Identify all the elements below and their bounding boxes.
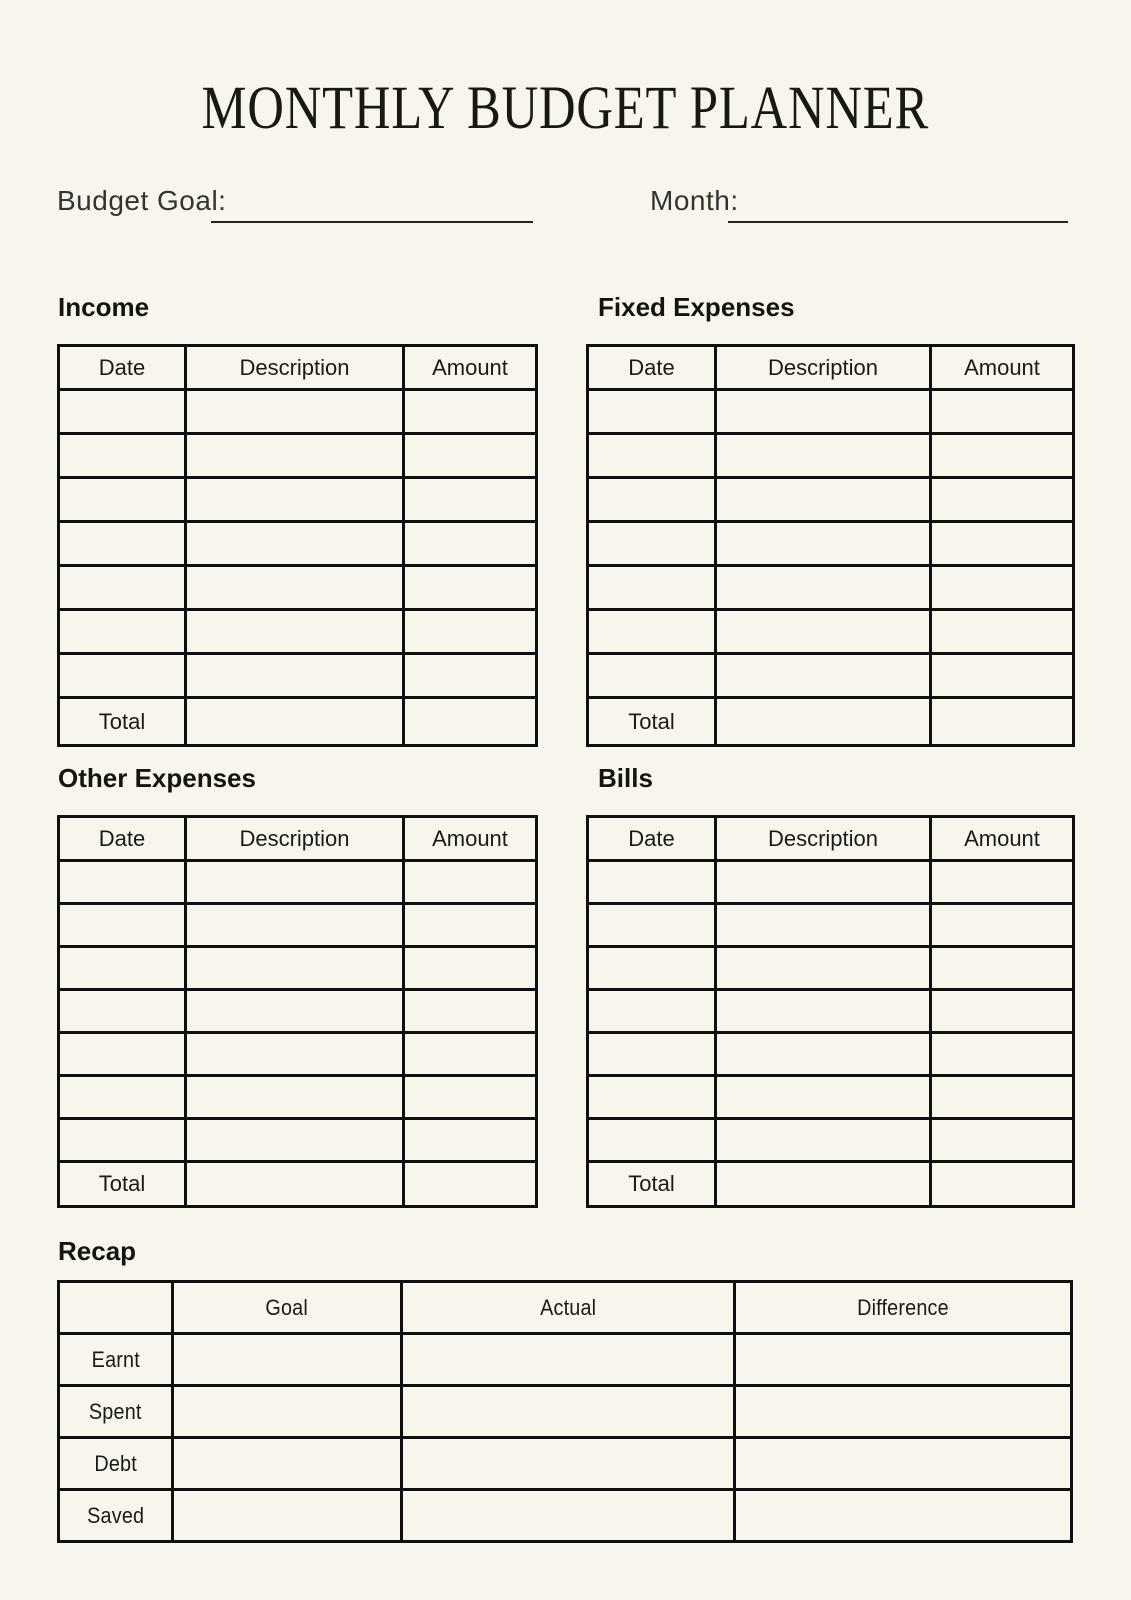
amount-cell xyxy=(931,1033,1074,1076)
month-blank-line xyxy=(728,221,1068,223)
description-cell xyxy=(186,434,404,478)
section-heading-fixed-expenses: Fixed Expenses xyxy=(598,292,795,322)
amount-cell xyxy=(404,1033,537,1076)
description-cell xyxy=(186,1076,404,1119)
page-title-text: MONTHLY BUDGET PLANNER xyxy=(201,75,930,142)
total-label: Total xyxy=(588,698,716,746)
total-description-cell xyxy=(186,698,404,746)
date-cell xyxy=(59,434,186,478)
description-cell xyxy=(716,947,931,990)
recap-column-header-actual xyxy=(402,1282,735,1334)
date-cell xyxy=(59,1033,186,1076)
total-label: Total xyxy=(588,1162,716,1207)
description-cell xyxy=(716,566,931,610)
amount-cell xyxy=(931,566,1074,610)
goal-cell xyxy=(173,1438,402,1490)
recap-row-debt xyxy=(59,1438,1072,1490)
amount-cell xyxy=(931,478,1074,522)
table-row xyxy=(588,566,1074,610)
description-cell xyxy=(186,478,404,522)
date-cell xyxy=(59,610,186,654)
date-cell xyxy=(59,478,186,522)
recap-column-header-goal-text: Goal xyxy=(265,1294,309,1320)
date-cell xyxy=(59,566,186,610)
date-cell xyxy=(59,904,186,947)
date-cell xyxy=(59,1119,186,1162)
description-cell xyxy=(716,1033,931,1076)
description-cell xyxy=(186,654,404,698)
description-cell xyxy=(186,990,404,1033)
amount-cell xyxy=(404,1076,537,1119)
actual-cell xyxy=(402,1438,735,1490)
table-row xyxy=(588,947,1074,990)
amount-cell xyxy=(404,478,537,522)
description-cell xyxy=(716,861,931,904)
table-row xyxy=(59,1076,537,1119)
table-row xyxy=(588,522,1074,566)
table-row xyxy=(588,610,1074,654)
description-cell xyxy=(186,861,404,904)
date-cell xyxy=(588,1119,716,1162)
column-header-date: Date xyxy=(59,817,186,861)
table-row xyxy=(59,654,537,698)
description-cell xyxy=(186,390,404,434)
amount-cell xyxy=(931,1076,1074,1119)
amount-cell xyxy=(404,947,537,990)
table-row xyxy=(588,390,1074,434)
description-cell xyxy=(186,610,404,654)
section-heading-income: Income xyxy=(58,292,150,322)
description-cell xyxy=(716,478,931,522)
amount-cell xyxy=(931,390,1074,434)
description-cell xyxy=(186,566,404,610)
date-cell xyxy=(588,1076,716,1119)
recap-row-label xyxy=(59,1438,173,1490)
column-header-amount: Amount xyxy=(931,346,1074,390)
recap-row-label xyxy=(59,1386,173,1438)
amount-cell xyxy=(404,522,537,566)
date-cell xyxy=(59,947,186,990)
description-cell xyxy=(186,904,404,947)
amount-cell xyxy=(404,434,537,478)
recap-header-row xyxy=(59,1282,1072,1334)
amount-cell xyxy=(931,947,1074,990)
total-row xyxy=(588,698,1074,746)
date-cell xyxy=(59,990,186,1033)
column-header-date: Date xyxy=(588,817,716,861)
total-description-cell xyxy=(716,1162,931,1207)
total-amount-cell xyxy=(931,698,1074,746)
table-header-row xyxy=(588,817,1074,861)
goal-cell xyxy=(173,1386,402,1438)
amount-cell xyxy=(404,1119,537,1162)
date-cell xyxy=(588,861,716,904)
table-row xyxy=(59,566,537,610)
recap-column-header-difference xyxy=(735,1282,1072,1334)
date-cell xyxy=(588,990,716,1033)
budget-goal-label: Budget Goal: xyxy=(57,185,227,216)
total-amount-cell xyxy=(404,1162,537,1207)
amount-cell xyxy=(404,990,537,1033)
date-cell xyxy=(59,522,186,566)
recap-row-saved xyxy=(59,1490,1072,1542)
total-amount-cell xyxy=(404,698,537,746)
table-header-row xyxy=(588,346,1074,390)
total-row xyxy=(59,698,537,746)
amount-cell xyxy=(404,566,537,610)
goal-cell xyxy=(173,1334,402,1386)
table-row xyxy=(588,861,1074,904)
column-header-description: Description xyxy=(716,346,931,390)
date-cell xyxy=(588,478,716,522)
amount-cell xyxy=(931,434,1074,478)
table-row xyxy=(59,947,537,990)
amount-cell xyxy=(931,610,1074,654)
description-cell xyxy=(186,1033,404,1076)
section-heading-bills: Bills xyxy=(598,763,653,793)
date-cell xyxy=(588,522,716,566)
amount-cell xyxy=(931,1119,1074,1162)
total-row xyxy=(59,1162,537,1207)
date-cell xyxy=(588,904,716,947)
description-cell xyxy=(186,1119,404,1162)
actual-cell xyxy=(402,1386,735,1438)
table-row xyxy=(59,1119,537,1162)
table-row xyxy=(59,522,537,566)
description-cell xyxy=(716,390,931,434)
table-header-row xyxy=(59,346,537,390)
table-row xyxy=(588,1119,1074,1162)
income-table xyxy=(57,344,538,747)
recap-row-label-text: Saved xyxy=(86,1502,145,1528)
table-row xyxy=(59,434,537,478)
amount-cell xyxy=(931,861,1074,904)
description-cell xyxy=(716,1119,931,1162)
recap-row-label-text: Earnt xyxy=(91,1346,140,1372)
recap-corner-cell xyxy=(59,1282,173,1334)
table-row xyxy=(59,990,537,1033)
table-row xyxy=(588,1033,1074,1076)
date-cell xyxy=(588,390,716,434)
date-cell xyxy=(588,654,716,698)
goal-cell xyxy=(173,1490,402,1542)
date-cell xyxy=(588,566,716,610)
recap-row-label xyxy=(59,1334,173,1386)
column-header-description: Description xyxy=(716,817,931,861)
description-cell xyxy=(716,610,931,654)
recap-column-header-difference-text: Difference xyxy=(857,1294,949,1320)
table-row xyxy=(588,434,1074,478)
total-amount-cell xyxy=(931,1162,1074,1207)
amount-cell xyxy=(404,861,537,904)
column-header-description: Description xyxy=(186,817,404,861)
amount-cell xyxy=(931,522,1074,566)
description-cell xyxy=(716,654,931,698)
table-row xyxy=(588,654,1074,698)
budget-goal-blank-line xyxy=(211,221,533,223)
table-row xyxy=(588,990,1074,1033)
table-row xyxy=(588,1076,1074,1119)
fixed-expenses-table xyxy=(586,344,1075,747)
amount-cell xyxy=(404,904,537,947)
date-cell xyxy=(588,947,716,990)
total-description-cell xyxy=(716,698,931,746)
table-row xyxy=(59,861,537,904)
recap-row-label-text: Debt xyxy=(94,1450,137,1476)
date-cell xyxy=(59,861,186,904)
column-header-amount: Amount xyxy=(931,817,1074,861)
difference-cell xyxy=(735,1490,1072,1542)
amount-cell xyxy=(931,904,1074,947)
description-cell xyxy=(186,947,404,990)
actual-cell xyxy=(402,1490,735,1542)
difference-cell xyxy=(735,1386,1072,1438)
description-cell xyxy=(716,990,931,1033)
table-row xyxy=(59,390,537,434)
column-header-amount: Amount xyxy=(404,346,537,390)
column-header-amount: Amount xyxy=(404,817,537,861)
recap-row-earnt xyxy=(59,1334,1072,1386)
bills-table xyxy=(586,815,1075,1208)
date-cell xyxy=(59,390,186,434)
recap-row-label xyxy=(59,1490,173,1542)
table-row xyxy=(59,904,537,947)
recap-column-header-actual-text: Actual xyxy=(539,1294,597,1320)
month-label: Month: xyxy=(650,185,739,216)
date-cell xyxy=(588,1033,716,1076)
amount-cell xyxy=(404,654,537,698)
description-cell xyxy=(716,522,931,566)
column-header-date: Date xyxy=(588,346,716,390)
date-cell xyxy=(588,610,716,654)
amount-cell xyxy=(404,390,537,434)
total-description-cell xyxy=(186,1162,404,1207)
amount-cell xyxy=(931,654,1074,698)
description-cell xyxy=(186,522,404,566)
column-header-date: Date xyxy=(59,346,186,390)
recap-row-spent xyxy=(59,1386,1072,1438)
amount-cell xyxy=(404,610,537,654)
page-title xyxy=(0,75,1131,142)
actual-cell xyxy=(402,1334,735,1386)
description-cell xyxy=(716,434,931,478)
table-header-row xyxy=(59,817,537,861)
date-cell xyxy=(59,1076,186,1119)
amount-cell xyxy=(931,990,1074,1033)
difference-cell xyxy=(735,1438,1072,1490)
recap-table xyxy=(57,1280,1073,1543)
description-cell xyxy=(716,904,931,947)
recap-row-label-text: Spent xyxy=(89,1398,142,1424)
total-row xyxy=(588,1162,1074,1207)
table-row xyxy=(588,904,1074,947)
section-heading-other-expenses: Other Expenses xyxy=(58,763,256,793)
date-cell xyxy=(59,654,186,698)
column-header-description: Description xyxy=(186,346,404,390)
table-row xyxy=(588,478,1074,522)
table-row xyxy=(59,478,537,522)
date-cell xyxy=(588,434,716,478)
recap-column-header-goal xyxy=(173,1282,402,1334)
difference-cell xyxy=(735,1334,1072,1386)
total-label: Total xyxy=(59,1162,186,1207)
description-cell xyxy=(716,1076,931,1119)
table-row xyxy=(59,610,537,654)
total-label: Total xyxy=(59,698,186,746)
other-expenses-table xyxy=(57,815,538,1208)
table-row xyxy=(59,1033,537,1076)
section-heading-recap: Recap xyxy=(58,1236,137,1266)
